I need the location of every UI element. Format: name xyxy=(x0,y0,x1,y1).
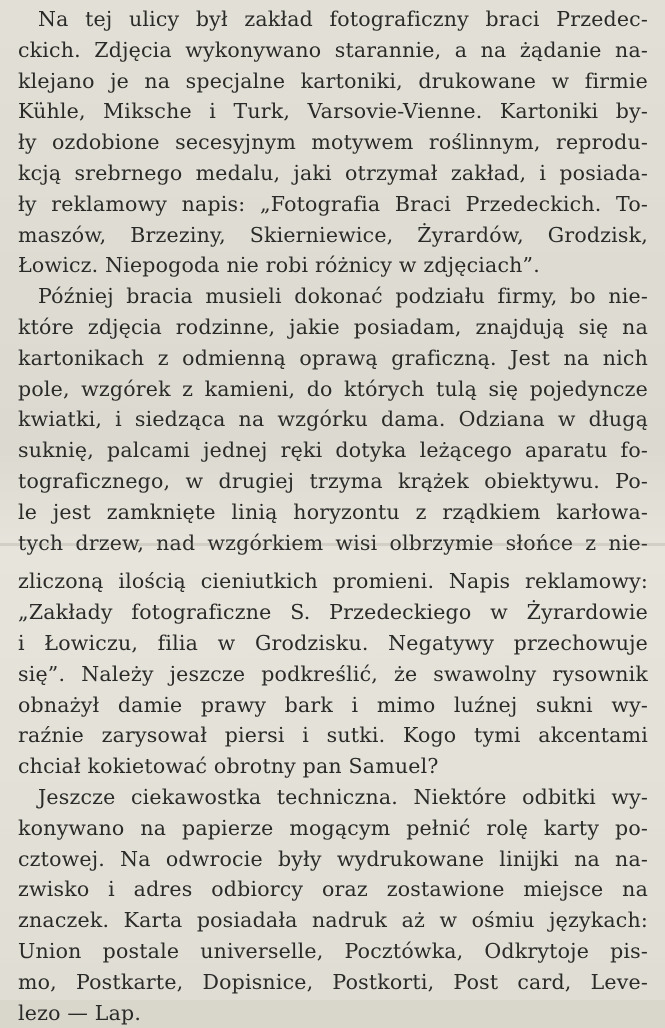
paragraph-line: Jeszcze ciekawostka techniczna. Niektóre odbitki wy- xyxy=(18,782,648,813)
paragraph-line: suknię, palcami jednej ręki dotyka leżącego aparatu fo- xyxy=(18,435,648,466)
paragraph-line: znaczek. Karta posiadała nadruk aż w ośmiu językach: xyxy=(18,905,648,936)
paragraph-line: zwisko i adres odbiorcy oraz zostawione miejsce na xyxy=(18,874,648,905)
paragraph-line: klejano je na specjalne kartoniki, drukowane w firmie xyxy=(18,66,648,97)
paragraph-line: Łowicz. Niepogoda nie robi różnicy w zdjęciach”. xyxy=(18,250,648,281)
paragraph-1 xyxy=(18,4,648,281)
paragraph-line: le jest zamknięte linią horyzontu z rządkiem karłowa- xyxy=(18,497,648,528)
paragraph-line: kcją srebrnego medalu, jaki otrzymał zakład, i posiada- xyxy=(18,158,648,189)
paragraph-line: konywano na papierze mogącym pełnić rolę karty po- xyxy=(18,813,648,844)
paragraph-line: zliczoną ilością cieniutkich promieni. Napis reklamowy: xyxy=(18,566,648,597)
paragraph-line: ckich. Zdjęcia wykonywano starannie, a na żądanie na- xyxy=(18,35,648,66)
paragraph-line: raźnie zarysował piersi i sutki. Kogo tymi akcentami xyxy=(18,720,648,751)
paragraph-line: obnażył damie prawy bark i mimo luźnej sukni wy- xyxy=(18,690,648,721)
paragraph-line: Union postale universelle, Pocztówka, Odkrytoje pis- xyxy=(18,936,648,967)
paragraph-line: Na tej ulicy był zakład fotograficzny braci Przedec- xyxy=(18,4,648,35)
paragraph-line: chciał kokietować obrotny pan Samuel? xyxy=(18,751,648,782)
paragraph-line: mo, Postkarte, Dopisnice, Postkorti, Post card, Leve- xyxy=(18,967,648,998)
paragraph-line: tych drzew, nad wzgórkiem wisi olbrzymie słońce z nie- xyxy=(18,528,648,559)
paragraph-line: i Łowiczu, filia w Grodzisku. Negatywy przechowuje xyxy=(18,628,648,659)
paragraph-line: się”. Należy jeszcze podkreślić, że swawolny rysownik xyxy=(18,659,648,690)
paragraph-line: „Zakłady fotograficzne S. Przedeckiego w Żyrardowie xyxy=(18,597,648,628)
paragraph-3 xyxy=(18,782,648,1028)
paragraph-line: kwiatki, i siedząca na wzgórku dama. Odziana w długą xyxy=(18,404,648,435)
paragraph-line: ły reklamowy napis: „Fotografia Braci Przedeckich. To- xyxy=(18,189,648,220)
paragraph-2 xyxy=(18,281,648,782)
paragraph-line: Później bracia musieli dokonać podziału firmy, bo nie- xyxy=(18,281,648,312)
paragraph-line: lezo — Lap. xyxy=(18,998,648,1028)
paragraph-line: ły ozdobione secesyjnym motywem roślinnym, reprodu- xyxy=(18,127,648,158)
paragraph-line: które zdjęcia rodzinne, jakie posiadam, znajdują się na xyxy=(18,312,648,343)
paragraph-line: tograficznego, w drugiej trzyma krążek obiektywu. Po- xyxy=(18,466,648,497)
paragraph-line: Kühle, Miksche i Turk, Varsovie-Vienne. Kartoniki by- xyxy=(18,96,648,127)
paragraph-line: pole, wzgórek z kamieni, do których tulą się pojedyncze xyxy=(18,374,648,405)
paragraph-line: maszów, Brzeziny, Skierniewice, Żyrardów, Grodzisk, xyxy=(18,220,648,251)
paragraph-line: cztowej. Na odwrocie były wydrukowane linijki na na- xyxy=(18,844,648,875)
page-fold-gap xyxy=(18,558,648,566)
paragraph-line: kartonikach z odmienną oprawą graficzną. Jest na nich xyxy=(18,343,648,374)
text-column xyxy=(18,4,648,1028)
